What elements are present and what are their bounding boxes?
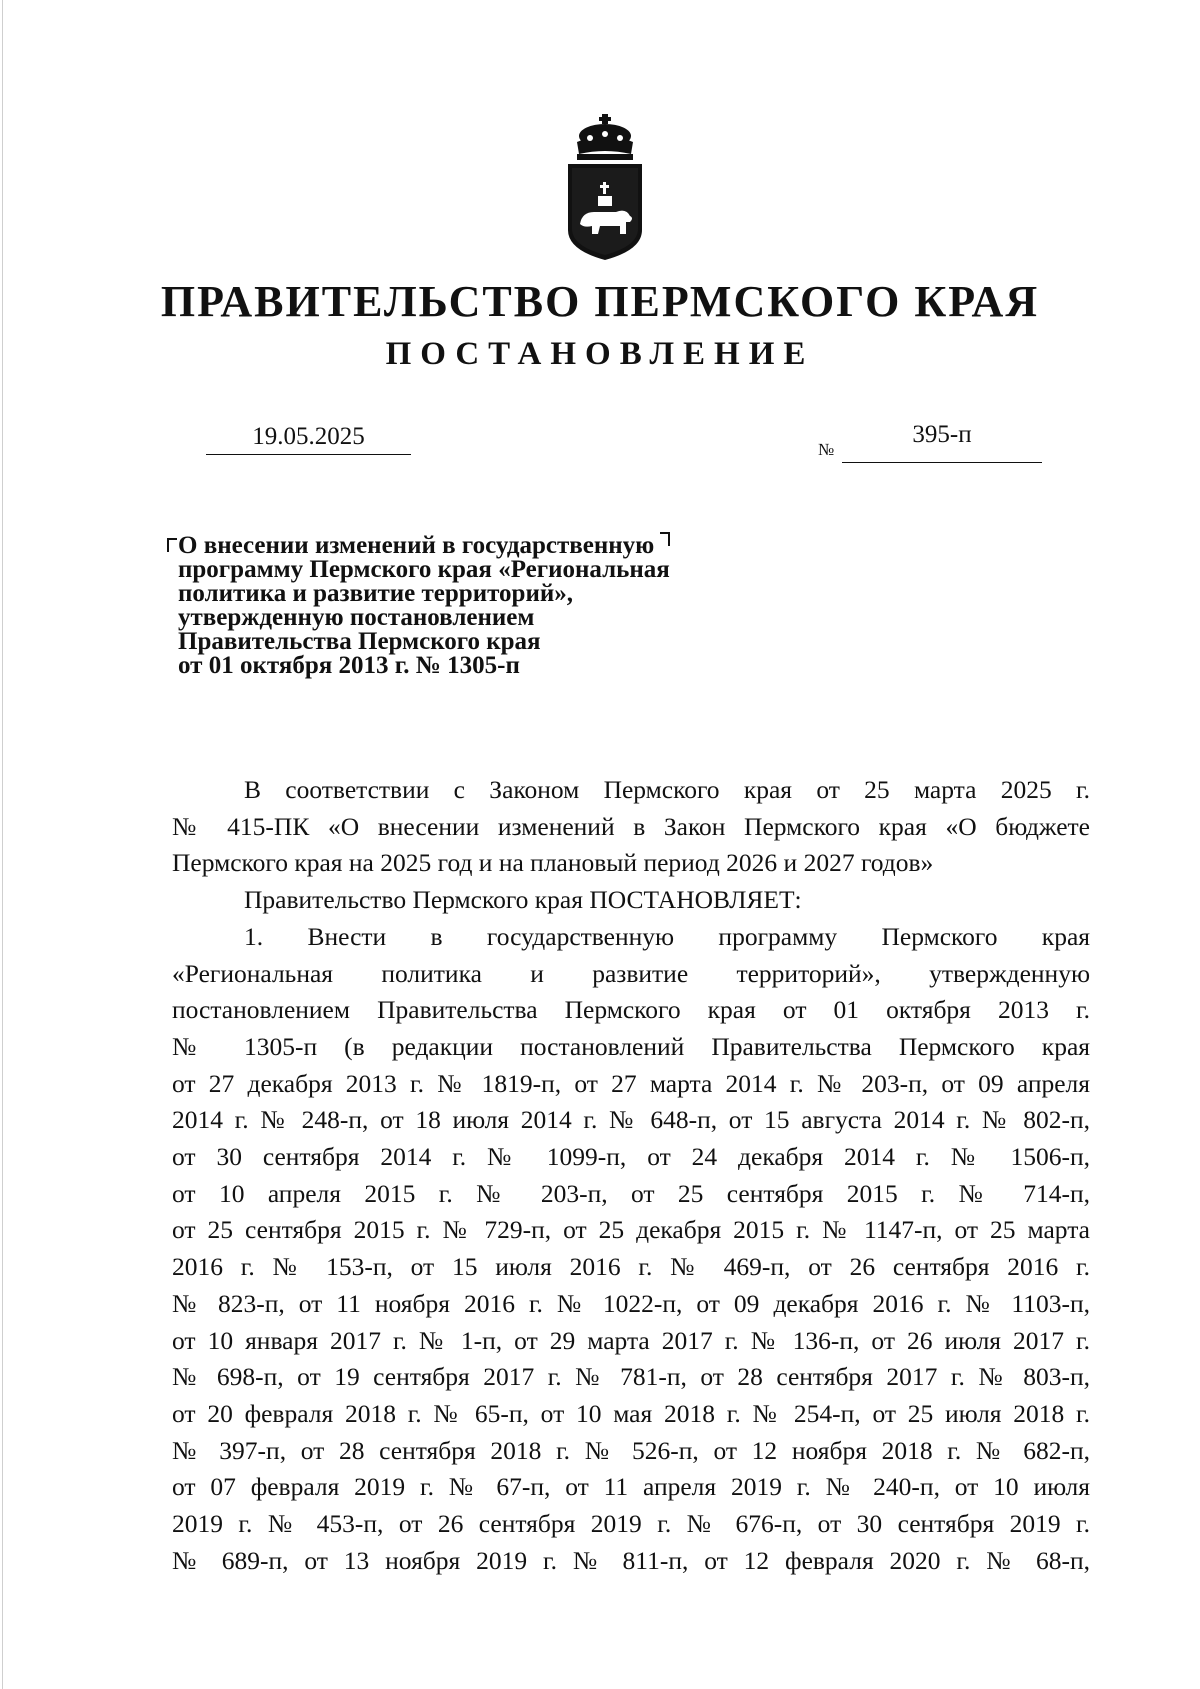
document-body bbox=[172, 772, 1090, 1579]
title-line: программу Пермского края «Региональная bbox=[178, 556, 670, 583]
text-line: 1. Внести в государственную программу Пермского края bbox=[244, 921, 1090, 951]
document-type: ПОСТАНОВЛЕНИЕ bbox=[385, 336, 815, 372]
document-title bbox=[178, 534, 778, 678]
text-line: В соответствии с Законом Пермского края от 25 марта 2025 г. bbox=[244, 775, 1090, 804]
text-line: № 397-п, от 28 сентября 2018 г. № 526-п, от 12 ноября 2018 г. № 682-п, bbox=[172, 1435, 1090, 1465]
document-date: 19.05.2025 bbox=[206, 422, 411, 455]
paragraph-resolves bbox=[172, 882, 1090, 919]
text-line: постановлением Правительства Пермского края от 01 октября 2013 г. bbox=[172, 995, 1090, 1025]
text-line: 2016 г. № 153-п, от 15 июля 2016 г. № 469-п, от 26 сентября 2016 г. bbox=[172, 1252, 1090, 1282]
title-line: от 01 октября 2013 г. № 1305-п bbox=[178, 652, 520, 679]
number-sign: № bbox=[818, 440, 835, 459]
text-line: от 07 февраля 2019 г. № 67-п, от 11 апреля 2019 г. № 240-п, от 10 июля bbox=[172, 1472, 1090, 1502]
text-line: от 30 сентября 2014 г. № 1099-п, от 24 декабря 2014 г. № 1506-п, bbox=[172, 1142, 1090, 1172]
text-line: от 20 февраля 2018 г. № 65-п, от 10 мая 2018 г. № 254-п, от 25 июля 2018 г. bbox=[172, 1398, 1090, 1428]
document-number: 395-п bbox=[842, 420, 1042, 463]
perm-krai-coat-of-arms-icon bbox=[560, 112, 650, 262]
title-line: Правительства Пермского края bbox=[178, 628, 541, 655]
text-line: «Региональная политика и развитие территорий», утвержденную bbox=[172, 958, 1090, 988]
text-line: № 1305-п (в редакции постановлений Правительства Пермского края bbox=[172, 1031, 1090, 1061]
text-line: № 689-п, от 13 ноября 2019 г. № 811-п, от 12 февраля 2020 г. № 68-п, bbox=[172, 1545, 1090, 1575]
text-line: от 27 декабря 2013 г. № 1819-п, от 27 марта 2014 г. № 203-п, от 09 апреля bbox=[172, 1068, 1090, 1098]
title-line: утвержденную постановлением bbox=[178, 604, 535, 631]
title-line: О внесении изменений в государственную bbox=[178, 532, 655, 559]
text-line: № 823-п, от 11 ноября 2016 г. № 1022-п, от 09 декабря 2016 г. № 1103-п, bbox=[172, 1288, 1090, 1318]
government-title: ПРАВИТЕЛЬСТВО ПЕРМСКОГО КРАЯ bbox=[160, 277, 1040, 326]
text-line: Правительство Пермского края ПОСТАНОВЛЯЕТ: bbox=[244, 885, 802, 915]
text-line: 2014 г. № 248-п, от 18 июля 2014 г. № 648-п, от 15 августа 2014 г. № 802-п, bbox=[172, 1105, 1090, 1135]
text-line: от 10 апреля 2015 г. № 203-п, от 25 сентября 2015 г. № 714-п, bbox=[172, 1178, 1090, 1208]
text-line: № 698-п, от 19 сентября 2017 г. № 781-п, от 28 сентября 2017 г. № 803-п, bbox=[172, 1362, 1090, 1392]
text-line: от 10 января 2017 г. № 1-п, от 29 марта 2017 г. № 136-п, от 26 июля 2017 г. bbox=[172, 1325, 1090, 1355]
text-line: Пермского края на 2025 год и на плановый период 2026 и 2027 годов» bbox=[172, 848, 934, 878]
paragraph-preamble bbox=[172, 772, 1090, 882]
title-line: политика и развитие территорий», bbox=[178, 580, 574, 607]
text-line: 2019 г. № 453-п, от 26 сентября 2019 г. № 676-п, от 30 сентября 2019 г. bbox=[172, 1509, 1090, 1539]
text-line: от 25 сентября 2015 г. № 729-п, от 25 декабря 2015 г. № 1147-п, от 25 марта bbox=[172, 1215, 1090, 1245]
paragraph-item-1 bbox=[172, 919, 1090, 1580]
text-line: № 415-ПК «О внесении изменений в Закон Пермского края «О бюджете bbox=[172, 811, 1090, 841]
page-border bbox=[2, 0, 3, 1689]
title-corner-mark-left bbox=[167, 538, 177, 552]
